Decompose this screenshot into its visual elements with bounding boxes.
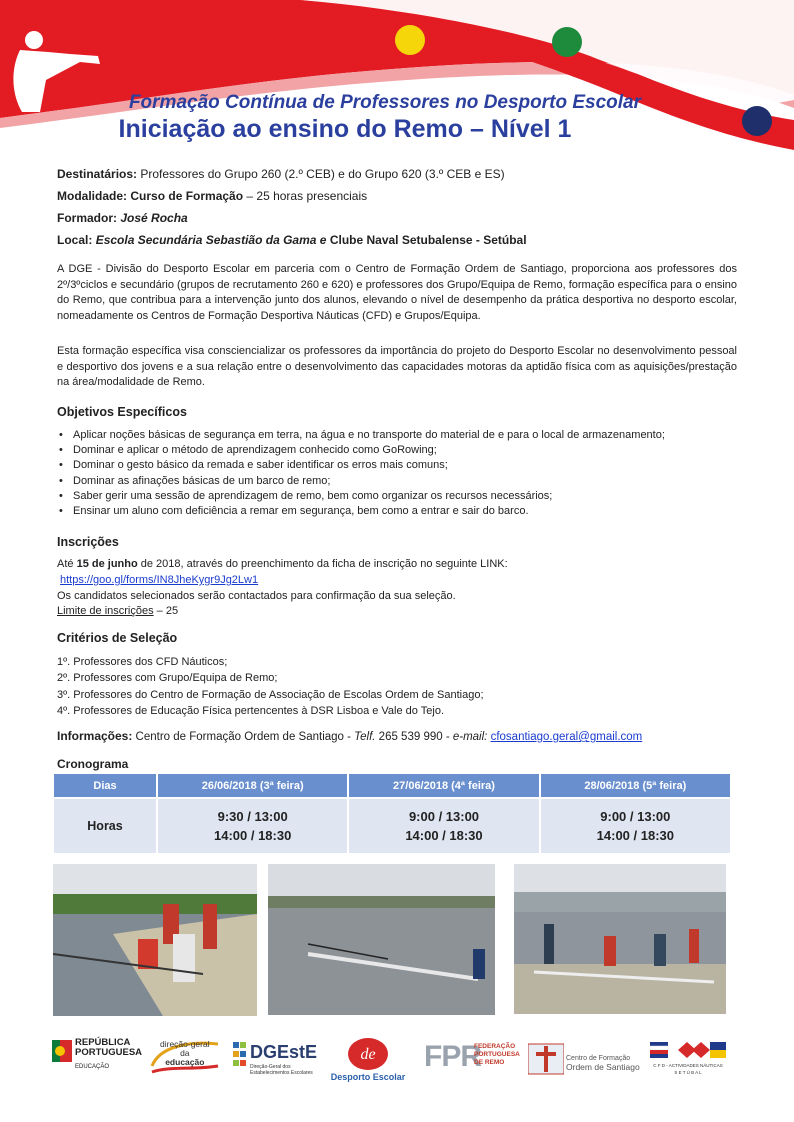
local-value: Clube Naval Setubalense - Setúbal [329, 233, 527, 247]
dge-logo [150, 1036, 220, 1078]
inscricoes-limit [57, 604, 178, 619]
objetivos-list [57, 428, 757, 519]
list-item: • Dominar as afinações básicas de um barco de remo; [57, 474, 757, 489]
desporto-escolar-emblem-icon [346, 1036, 390, 1072]
logo-text: FPR [424, 1040, 481, 1073]
table-header-row [53, 773, 731, 798]
list-item: • Dominar o gesto básico da remada e saber identificar os erros mais comuns; [57, 458, 757, 473]
formador-line [57, 211, 188, 226]
local-value-italic: Escola Secundária Sebastião da Gama [95, 233, 317, 247]
table-row [53, 798, 731, 854]
time-slot: 9:00 / 13:00 [408, 809, 480, 824]
list-item: 2º. Professores com Grupo/Equipa de Remo; [57, 672, 278, 685]
logo-text: DGEstE [250, 1042, 318, 1062]
logo-text: FEDERAÇÃO [474, 1043, 516, 1050]
dgeste-blocks-icon [233, 1042, 247, 1078]
list-item: • Ensinar um aluno com deficiência a remar em segurança, bem como a entrar e sair do barco. [57, 504, 757, 519]
modalidade-line [57, 189, 367, 204]
list-item: 3º. Professores do Centro de Formação de Associação de Escolas Ordem de Santiago; [57, 688, 484, 701]
table-cell [540, 798, 731, 854]
fpr-logo [424, 1040, 520, 1080]
rowing-photo-2 [268, 864, 495, 1015]
document-title: Iniciação ao ensino do Remo – Nível 1 [118, 115, 572, 143]
logo-text: C F D - ACTIVIDADES NÁUTICAS [653, 1063, 723, 1068]
column-header: Dias [53, 773, 157, 798]
logo-text: PORTUGUESA [75, 1047, 143, 1058]
document-subtitle: Formação Contínua de Professores no Desporto Escolar [128, 92, 642, 113]
svg-text:de: de [360, 1046, 376, 1063]
list-item: • Saber gerir uma sessão de aprendizagem de remo, bem como organizar os recursos necessários; [57, 489, 757, 504]
logo-text: da [180, 1048, 190, 1058]
time-slot: 9:00 / 13:00 [600, 809, 671, 824]
time-slot: 14:00 / 18:30 [405, 828, 483, 843]
inscricoes-heading: Inscrições [57, 535, 119, 549]
intro-paragraph-1: A DGE - Divisão do Desporto Escolar em parceria com o Centro de Formação Ordem de Santiago, proporciona aos professores dos 2º/3ºciclos e secundário (grupos de recrutamento 260 e 620) e professores dos Grupo/Equipa de Remo, formação específica para o ensino do Remo, que contribua para a intervenção junto dos alunos, elevando o nível de desempenho da prática desportiva no desporto escolar, nomeadamente os Centros de Formação Desportiva Náuticas (CFD) e Grupos/Equipa. [57, 263, 737, 322]
logo-text: EDUCAÇÃO [75, 1064, 110, 1070]
logo-text: REPÚBLICA [75, 1037, 131, 1048]
limit-label: Limite de inscrições [57, 605, 154, 617]
informacoes-line [57, 729, 642, 745]
email-label: e-mail: [452, 731, 488, 743]
cronograma-heading: Cronograma [57, 757, 129, 771]
local-e: e [319, 233, 327, 247]
inscricoes-text: de 2018, através do preenchimento da ficha de inscrição no seguinte LINK: [137, 558, 508, 570]
rowing-photo-3 [514, 864, 726, 1014]
logo-text: Ordem de Santiago [566, 1062, 640, 1072]
local-line [57, 233, 527, 248]
modalidade-label: Modalidade: [57, 189, 128, 203]
limit-value: – 25 [153, 605, 179, 617]
registration-link[interactable]: https://goo.gl/forms/IN8JheKygr9Jg2Lw1 [60, 574, 259, 586]
inscricoes-line-3: Os candidatos selecionados serão contactados para confirmação da sua seleção. [57, 590, 456, 602]
inscricoes-line-1 [57, 557, 757, 572]
time-slot: 14:00 / 18:30 [213, 828, 292, 843]
yellow-dot [395, 25, 425, 55]
cfd-setubal-logo [648, 1040, 728, 1082]
telf-value: 265 539 990 - [375, 731, 453, 743]
modalidade-value-bold: Curso de Formação [130, 189, 244, 203]
list-item: • Dominar e aplicar o método de aprendizagem conhecido como GoRowing; [57, 443, 757, 458]
nautical-flags-icon [650, 1040, 726, 1060]
desporto-escolar-logo [322, 1036, 414, 1086]
destinatarios-label: Destinatários: [57, 167, 138, 181]
destinatarios-line [57, 167, 505, 182]
email-link[interactable]: cfosantiago.geral@gmail.com [490, 731, 643, 743]
inscricoes-text: Até [57, 558, 77, 570]
informacoes-label: Informações: [57, 729, 133, 743]
criterios-heading: Critérios de Seleção [57, 631, 178, 645]
intro-paragraph-2: Esta formação específica visa consciencializar os professores da importância do projeto do Desporto Escolar no desenvolvimento pessoal e desportivo dos jovens e a sua relação entre o desenvolvimento das capacidades motoras da aptidão física com as aquisições/prestação na área/modalidade de Remo. [57, 345, 737, 388]
column-header: 28/06/2018 (5ª feira) [540, 773, 731, 798]
green-dot [552, 27, 582, 57]
logo-text: S E T Ú B A L [674, 1070, 702, 1075]
destinatarios-value: Professores do Grupo 260 (2.º CEB) e do Grupo 620 (3.º CEB e ES) [140, 167, 505, 181]
time-slot: 14:00 / 18:30 [596, 828, 674, 843]
logo-text: Direção-Geral dos [250, 1064, 291, 1070]
modalidade-value: – 25 horas presenciais [243, 189, 368, 203]
logo-text: educação [165, 1057, 205, 1067]
logo-text: PORTUGUESA [474, 1051, 520, 1058]
column-header: 26/06/2018 (3ª feira) [157, 773, 348, 798]
logo-text: DE REMO [474, 1059, 505, 1066]
table-cell [348, 798, 539, 854]
flag-emblem-icon [52, 1040, 72, 1062]
formador-value: José Rocha [120, 211, 188, 225]
schedule-table [52, 772, 732, 855]
time-slot: 9:30 / 13:00 [217, 809, 288, 824]
column-header: 27/06/2018 (4ª feira) [348, 773, 539, 798]
formador-label: Formador: [57, 211, 117, 225]
logo-text: Centro de Formação [566, 1055, 631, 1062]
row-label: Horas [53, 798, 157, 854]
rowing-photo-1 [53, 864, 257, 1016]
logo-text: Estabelecimentos Escolares [250, 1070, 313, 1076]
telf-label: Telf. [354, 731, 376, 743]
logo-text: direção-geral [160, 1039, 210, 1049]
informacoes-text: Centro de Formação Ordem de Santiago - [132, 731, 355, 743]
list-item: • Aplicar noções básicas de segurança em terra, na água e no transporte do material de e para o local de armazenamento; [57, 428, 757, 443]
cfo-santiago-logo [528, 1040, 643, 1082]
logo-text: Desporto Escolar [330, 1072, 406, 1082]
local-label: Local: [57, 233, 93, 247]
objetivos-heading: Objetivos Específicos [57, 405, 187, 419]
criterios-list [57, 654, 484, 719]
table-cell [157, 798, 348, 854]
list-item: 1º. Professores dos CFD Náuticos; [57, 656, 228, 668]
cross-emblem-icon [528, 1040, 564, 1078]
list-item: 4º. Professores de Educação Física pertencentes à DSR Lisboa e Vale do Tejo. [57, 704, 444, 717]
inscricoes-date: 15 de junho [76, 558, 138, 570]
